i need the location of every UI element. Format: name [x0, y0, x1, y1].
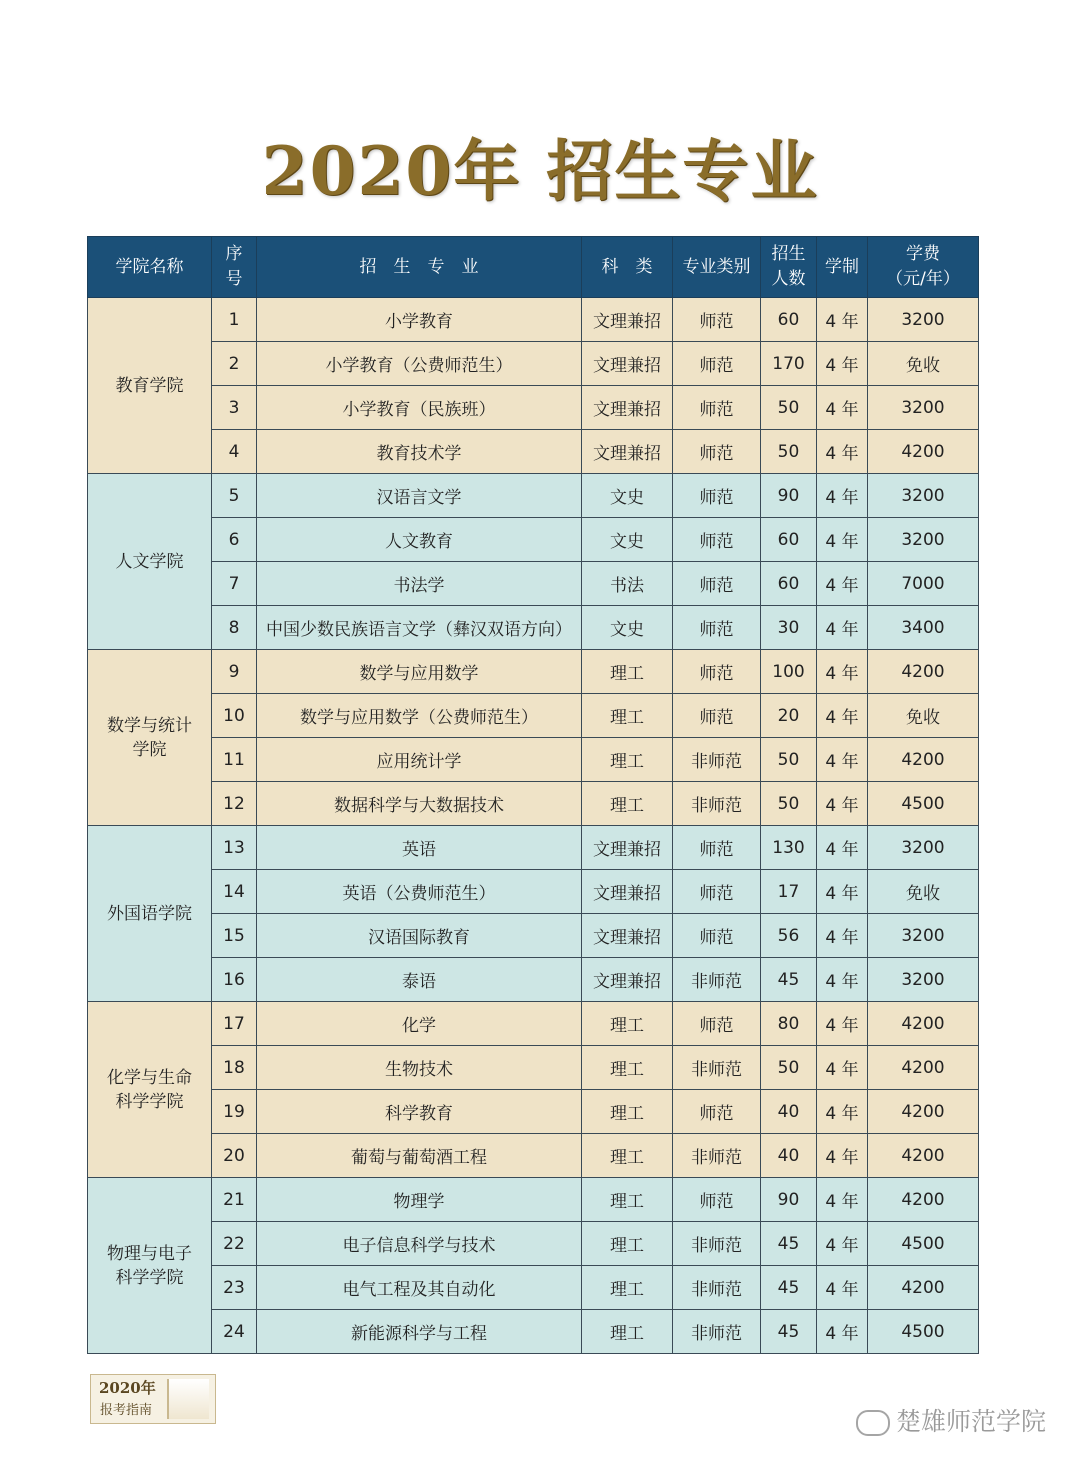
- row-type: 师范: [673, 298, 761, 342]
- row-duration: 4 年: [817, 1002, 868, 1046]
- row-no: 9: [212, 650, 257, 694]
- row-fee: 免收: [868, 694, 979, 738]
- row-category: 理工: [582, 1090, 673, 1134]
- row-duration: 4 年: [817, 826, 868, 870]
- row-quota: 45: [761, 1222, 817, 1266]
- row-category: 文理兼招: [582, 298, 673, 342]
- row-quota: 17: [761, 870, 817, 914]
- row-major: 人文教育: [257, 518, 582, 562]
- row-fee: 4200: [868, 1178, 979, 1222]
- row-no: 2: [212, 342, 257, 386]
- college-name-line: 人文学院: [115, 551, 184, 572]
- table-row: [88, 870, 979, 914]
- row-duration: 4 年: [817, 694, 868, 738]
- row-fee: 3200: [868, 958, 979, 1002]
- table-row: [88, 342, 979, 386]
- table-row: [88, 782, 979, 826]
- row-type: 非师范: [673, 738, 761, 782]
- row-category: 理工: [582, 1266, 673, 1310]
- row-no: 8: [212, 606, 257, 650]
- row-quota: 90: [761, 474, 817, 518]
- row-major: 电气工程及其自动化: [257, 1266, 582, 1310]
- row-no: 12: [212, 782, 257, 826]
- row-no: 13: [212, 826, 257, 870]
- row-quota: 60: [761, 562, 817, 606]
- table-row: [88, 474, 979, 518]
- college-name-cell: [88, 1002, 212, 1178]
- row-no: 10: [212, 694, 257, 738]
- row-quota: 45: [761, 1266, 817, 1310]
- row-duration: 4 年: [817, 1134, 868, 1178]
- row-quota: 45: [761, 958, 817, 1002]
- row-fee: 4200: [868, 1266, 979, 1310]
- row-category: 文理兼招: [582, 826, 673, 870]
- row-duration: 4 年: [817, 430, 868, 474]
- college-name-cell: [88, 650, 212, 826]
- wechat-icon: [856, 1410, 890, 1436]
- college-name-line: 教育学院: [115, 375, 184, 396]
- row-fee: 4200: [868, 430, 979, 474]
- header-quota: 招生 人数: [761, 237, 817, 298]
- table-row: [88, 738, 979, 782]
- row-major: 化学: [257, 1002, 582, 1046]
- header-college: 学院名称: [88, 237, 212, 298]
- row-fee: 3200: [868, 298, 979, 342]
- row-quota: 80: [761, 1002, 817, 1046]
- row-fee: 4500: [868, 1222, 979, 1266]
- row-major: 汉语国际教育: [257, 914, 582, 958]
- college-name-line: 物理与电子: [107, 1243, 192, 1264]
- row-type: 师范: [673, 870, 761, 914]
- row-duration: 4 年: [817, 870, 868, 914]
- row-category: 理工: [582, 694, 673, 738]
- row-category: 文史: [582, 474, 673, 518]
- row-no: 20: [212, 1134, 257, 1178]
- row-fee: 4500: [868, 782, 979, 826]
- row-quota: 20: [761, 694, 817, 738]
- row-major: 数学与应用数学: [257, 650, 582, 694]
- row-quota: 50: [761, 738, 817, 782]
- row-quota: 45: [761, 1310, 817, 1354]
- table-row: [88, 1134, 979, 1178]
- row-type: 师范: [673, 650, 761, 694]
- college-name-cell: [88, 474, 212, 650]
- row-category: 理工: [582, 1002, 673, 1046]
- row-no: 17: [212, 1002, 257, 1046]
- row-type: 非师范: [673, 1046, 761, 1090]
- row-duration: 4 年: [817, 1310, 868, 1354]
- row-quota: 90: [761, 1178, 817, 1222]
- table-row: [88, 1266, 979, 1310]
- row-quota: 50: [761, 782, 817, 826]
- row-duration: 4 年: [817, 562, 868, 606]
- row-major: 书法学: [257, 562, 582, 606]
- row-major: 数据科学与大数据技术: [257, 782, 582, 826]
- row-category: 理工: [582, 1134, 673, 1178]
- row-no: 18: [212, 1046, 257, 1090]
- row-category: 理工: [582, 650, 673, 694]
- row-quota: 40: [761, 1090, 817, 1134]
- row-duration: 4 年: [817, 914, 868, 958]
- logo-guide: 报考指南: [100, 1403, 153, 1418]
- row-type: 师范: [673, 474, 761, 518]
- header-major: 招 生 专 业: [257, 237, 582, 298]
- row-quota: 50: [761, 386, 817, 430]
- row-major: 生物技术: [257, 1046, 582, 1090]
- row-type: 师范: [673, 430, 761, 474]
- row-category: 理工: [582, 782, 673, 826]
- row-no: 14: [212, 870, 257, 914]
- table-row: [88, 1002, 979, 1046]
- row-major: 物理学: [257, 1178, 582, 1222]
- row-major: 中国少数民族语言文学（彝汉双语方向）: [257, 606, 582, 650]
- row-quota: 170: [761, 342, 817, 386]
- row-fee: 3200: [868, 518, 979, 562]
- row-major: 教育技术学: [257, 430, 582, 474]
- header-fee: 学费 （元/年）: [868, 237, 979, 298]
- row-type: 师范: [673, 1090, 761, 1134]
- row-fee: 4200: [868, 1134, 979, 1178]
- row-major: 小学教育: [257, 298, 582, 342]
- row-type: 师范: [673, 606, 761, 650]
- row-no: 11: [212, 738, 257, 782]
- college-name-line: 化学与生命: [107, 1067, 192, 1088]
- row-category: 文理兼招: [582, 342, 673, 386]
- row-fee: 4200: [868, 1002, 979, 1046]
- row-duration: 4 年: [817, 606, 868, 650]
- table-row: [88, 430, 979, 474]
- row-type: 师范: [673, 1178, 761, 1222]
- row-fee: 3200: [868, 386, 979, 430]
- book-page-icon: [167, 1379, 209, 1419]
- row-major: 泰语: [257, 958, 582, 1002]
- row-no: 22: [212, 1222, 257, 1266]
- table-row: [88, 1046, 979, 1090]
- row-no: 23: [212, 1266, 257, 1310]
- row-category: 文理兼招: [582, 914, 673, 958]
- row-duration: 4 年: [817, 1178, 868, 1222]
- row-duration: 4 年: [817, 342, 868, 386]
- row-type: 师范: [673, 562, 761, 606]
- row-fee: 4200: [868, 1090, 979, 1134]
- college-name-line: 学院: [132, 739, 167, 760]
- row-duration: 4 年: [817, 518, 868, 562]
- row-no: 21: [212, 1178, 257, 1222]
- row-category: 文理兼招: [582, 958, 673, 1002]
- row-category: 理工: [582, 1310, 673, 1354]
- row-duration: 4 年: [817, 1046, 868, 1090]
- row-quota: 50: [761, 430, 817, 474]
- row-type: 师范: [673, 518, 761, 562]
- row-duration: 4 年: [817, 738, 868, 782]
- row-quota: 130: [761, 826, 817, 870]
- row-fee: 4200: [868, 650, 979, 694]
- row-duration: 4 年: [817, 1090, 868, 1134]
- college-name-line: 外国语学院: [107, 903, 192, 924]
- row-duration: 4 年: [817, 474, 868, 518]
- row-major: 小学教育（公费师范生）: [257, 342, 582, 386]
- header-duration: 学制: [817, 237, 868, 298]
- row-category: 书法: [582, 562, 673, 606]
- row-no: 6: [212, 518, 257, 562]
- table-row: [88, 1310, 979, 1354]
- row-fee: 3200: [868, 826, 979, 870]
- row-type: 非师范: [673, 782, 761, 826]
- table-row: [88, 298, 979, 342]
- row-category: 文理兼招: [582, 870, 673, 914]
- header-category: 科 类: [582, 237, 673, 298]
- row-type: 师范: [673, 914, 761, 958]
- row-no: 15: [212, 914, 257, 958]
- row-category: 理工: [582, 1178, 673, 1222]
- row-no: 16: [212, 958, 257, 1002]
- college-name-line: 数学与统计: [107, 715, 192, 736]
- row-no: 19: [212, 1090, 257, 1134]
- row-type: 非师范: [673, 958, 761, 1002]
- row-major: 应用统计学: [257, 738, 582, 782]
- college-name-line: 科学学院: [115, 1267, 184, 1288]
- table-row: [88, 606, 979, 650]
- table-row: [88, 650, 979, 694]
- header-type: 专业类别: [673, 237, 761, 298]
- row-fee: 3200: [868, 914, 979, 958]
- table-row: [88, 386, 979, 430]
- row-no: 3: [212, 386, 257, 430]
- row-category: 理工: [582, 738, 673, 782]
- college-name-cell: [88, 298, 212, 474]
- row-major: 新能源科学与工程: [257, 1310, 582, 1354]
- row-no: 24: [212, 1310, 257, 1354]
- row-duration: 4 年: [817, 1222, 868, 1266]
- row-type: 师范: [673, 1002, 761, 1046]
- watermark: [856, 1402, 1046, 1438]
- row-major: 汉语言文学: [257, 474, 582, 518]
- table-row: [88, 1222, 979, 1266]
- row-quota: 40: [761, 1134, 817, 1178]
- row-fee: 3400: [868, 606, 979, 650]
- row-type: 师范: [673, 342, 761, 386]
- table-row: [88, 914, 979, 958]
- row-duration: 4 年: [817, 1266, 868, 1310]
- logo-year: 2020年: [99, 1379, 156, 1397]
- page-title: 2020年 招生专业: [261, 132, 819, 210]
- row-major: 英语（公费师范生）: [257, 870, 582, 914]
- table-row: [88, 826, 979, 870]
- table-row: [88, 562, 979, 606]
- row-type: 非师范: [673, 1222, 761, 1266]
- row-category: 理工: [582, 1046, 673, 1090]
- row-major: 科学教育: [257, 1090, 582, 1134]
- table-row: [88, 1090, 979, 1134]
- row-type: 师范: [673, 694, 761, 738]
- row-quota: 56: [761, 914, 817, 958]
- row-category: 文史: [582, 518, 673, 562]
- row-type: 师范: [673, 386, 761, 430]
- row-major: 葡萄与葡萄酒工程: [257, 1134, 582, 1178]
- row-major: 电子信息科学与技术: [257, 1222, 582, 1266]
- row-type: 非师范: [673, 1310, 761, 1354]
- row-duration: 4 年: [817, 650, 868, 694]
- row-type: 非师范: [673, 1266, 761, 1310]
- row-fee: 7000: [868, 562, 979, 606]
- header-row: [88, 237, 979, 298]
- enrollment-table: [87, 236, 979, 1354]
- row-quota: 60: [761, 518, 817, 562]
- row-category: 理工: [582, 1222, 673, 1266]
- row-duration: 4 年: [817, 298, 868, 342]
- row-no: 1: [212, 298, 257, 342]
- row-major: 小学教育（民族班）: [257, 386, 582, 430]
- row-type: 师范: [673, 826, 761, 870]
- row-no: 7: [212, 562, 257, 606]
- college-name-line: 科学学院: [115, 1091, 184, 1112]
- guide-book-logo: [90, 1374, 216, 1424]
- header-no: 序 号: [212, 237, 257, 298]
- row-fee: 4500: [868, 1310, 979, 1354]
- row-quota: 100: [761, 650, 817, 694]
- row-no: 5: [212, 474, 257, 518]
- watermark-text: 楚雄师范学院: [895, 1407, 1046, 1436]
- table-row: [88, 518, 979, 562]
- row-duration: 4 年: [817, 958, 868, 1002]
- row-quota: 50: [761, 1046, 817, 1090]
- row-quota: 30: [761, 606, 817, 650]
- row-category: 文史: [582, 606, 673, 650]
- row-category: 文理兼招: [582, 386, 673, 430]
- row-fee: 4200: [868, 1046, 979, 1090]
- table-row: [88, 694, 979, 738]
- row-fee: 3200: [868, 474, 979, 518]
- table-row: [88, 958, 979, 1002]
- row-major: 数学与应用数学（公费师范生）: [257, 694, 582, 738]
- row-fee: 免收: [868, 870, 979, 914]
- row-duration: 4 年: [817, 386, 868, 430]
- college-name-cell: [88, 1178, 212, 1354]
- row-duration: 4 年: [817, 782, 868, 826]
- row-category: 文理兼招: [582, 430, 673, 474]
- row-fee: 免收: [868, 342, 979, 386]
- table-row: [88, 1178, 979, 1222]
- row-fee: 4200: [868, 738, 979, 782]
- row-quota: 60: [761, 298, 817, 342]
- row-no: 4: [212, 430, 257, 474]
- row-type: 非师范: [673, 1134, 761, 1178]
- row-major: 英语: [257, 826, 582, 870]
- college-name-cell: [88, 826, 212, 1002]
